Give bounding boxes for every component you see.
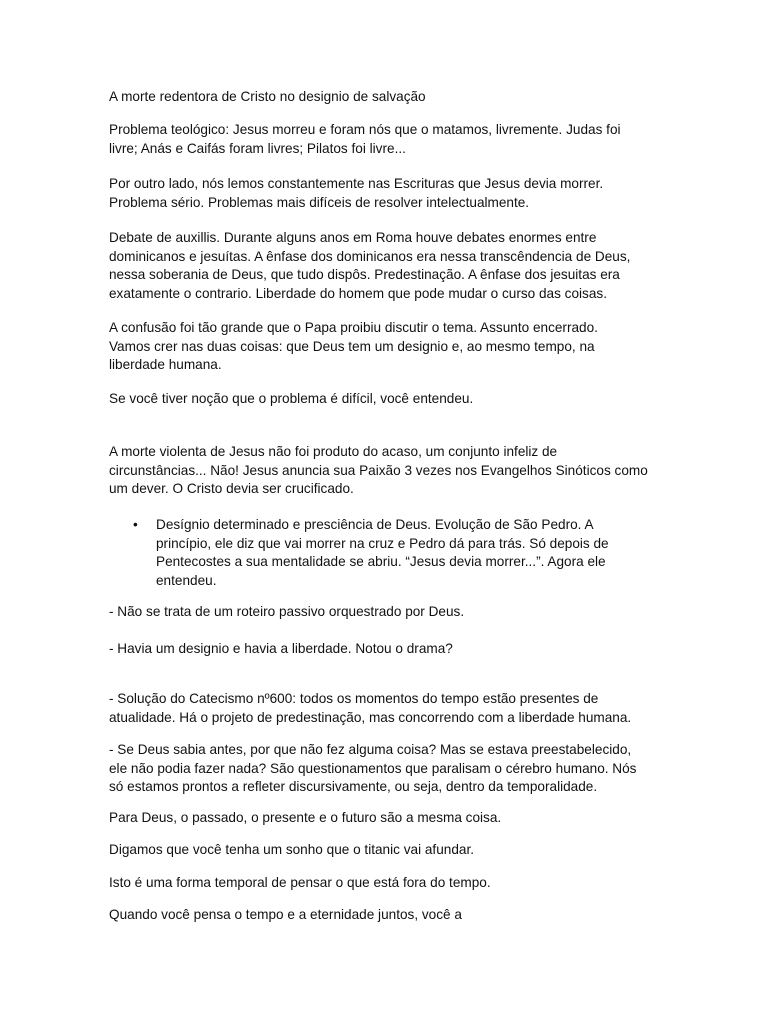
paragraph-line: um dever. O Cristo devia ser crucificado.	[109, 481, 354, 496]
paragraph-line: Por outro lado, nós lemos constantemente nas Escrituras que Jesus devia morrer.	[109, 176, 604, 191]
paragraph-line: Problema teológico: Jesus morreu e foram nós que o matamos, livremente. Judas foi	[109, 122, 621, 137]
paragraph-line: - Solução do Catecismo nº600: todos os momentos do tempo estão presentes de	[109, 691, 599, 706]
paragraph-line: - Se Deus sabia antes, por que não fez alguma coisa? Mas se estava preestabelecido,	[109, 742, 632, 757]
paragraph-line: - Não se trata de um roteiro passivo orquestrado por Deus.	[109, 604, 465, 619]
paragraph-line: Quando você pensa o tempo e a eternidade juntos, você a	[109, 907, 462, 922]
paragraph-line: dominicanos e jesuítas. A ênfase dos dominicanos era nessa transcêndencia de Deus,	[109, 248, 631, 264]
paragraph-line: Isto é uma forma temporal de pensar o que está fora do tempo.	[109, 875, 491, 890]
bullet-line: entendeu.	[156, 572, 217, 588]
paragraph-line: circunstâncias... Não! Jesus anuncia sua Paixão 3 vezes nos Evangelhos Sinóticos como	[109, 462, 648, 478]
bullet-icon: •	[133, 517, 138, 532]
paragraph-line: Se você tiver noção que o problema é difícil, você entendeu.	[109, 391, 474, 406]
paragraph-line: Vamos crer nas duas coisas: que Deus tem um designio e, ao mesmo tempo, na	[109, 338, 595, 354]
paragraph-line: ele não podia fazer nada? São questionamentos que paralisam o cérebro humano. Nós	[109, 760, 637, 776]
paragraph-line: livre; Anás e Caifás foram livres; Pilatos foi livre...	[109, 140, 406, 156]
paragraph-line: A morte violenta de Jesus não foi produto do acaso, um conjunto infeliz de	[109, 444, 558, 459]
paragraph-line: atualidade. Há o projeto de predestinação, mas concorrendo com a liberdade humana.	[109, 709, 632, 725]
paragraph-line: liberdade humana.	[109, 357, 222, 372]
paragraph-line: Debate de auxillis. Durante alguns anos em Roma houve debates enormes entre	[109, 230, 597, 245]
bullet-line: Pentecostes a sua mentalidade se abriu. “Jesus devia morrer...”. Agora ele	[156, 554, 606, 569]
paragraph-line: Problema sério. Problemas mais difíceis de resolver intelectualmente.	[109, 194, 530, 210]
bullet-line: princípio, ele diz que vai morrer na cruz e Pedro dá para trás. Só depois de	[156, 535, 609, 551]
paragraph-line: exatamente o contrario. Liberdade do homem que pode mudar o curso das coisas.	[109, 285, 607, 301]
document-title: A morte redentora de Cristo no designio de salvação	[109, 89, 426, 104]
paragraph-line: A confusão foi tão grande que o Papa proibiu discutir o tema. Assunto encerrado.	[109, 320, 598, 335]
bullet-line: Desígnio determinado e presciência de Deus. Evolução de São Pedro. A	[156, 517, 594, 532]
paragraph-line: só estamos prontos a refleter discursivamente, ou seja, dentro da temporalidade.	[109, 779, 598, 794]
paragraph-line: - Havia um designio e havia a liberdade. Notou o drama?	[109, 641, 453, 656]
paragraph-line: nessa soberania de Deus, que tudo dispôs. Predestinação. A ênfase dos jesuitas era	[109, 267, 620, 282]
paragraph-line: Para Deus, o passado, o presente e o futuro são a mesma coisa.	[109, 810, 502, 825]
paragraph-line: Digamos que você tenha um sonho que o titanic vai afundar.	[109, 842, 474, 857]
